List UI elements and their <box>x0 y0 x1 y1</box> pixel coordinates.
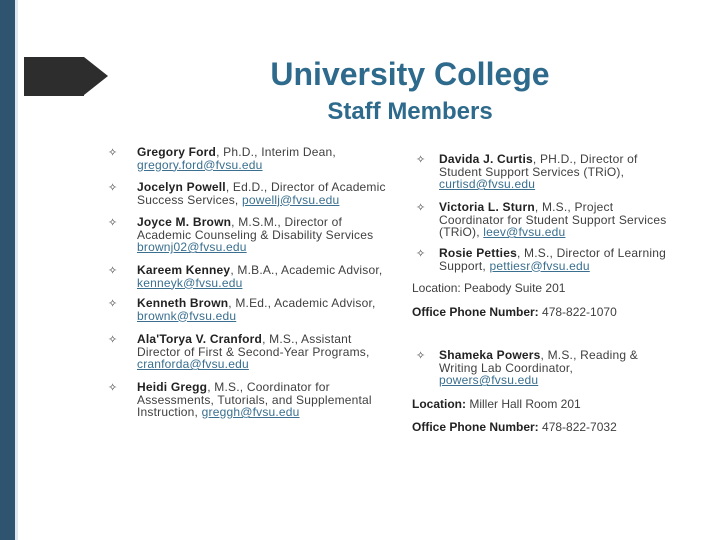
bullet-icon: ✧ <box>108 182 118 194</box>
left-accent-bar <box>0 0 15 540</box>
bullet-icon: ✧ <box>108 147 118 159</box>
staff-entry <box>137 216 397 254</box>
staff-email-link[interactable]: brownk@fvsu.edu <box>137 308 237 323</box>
bullet-icon: ✧ <box>108 334 118 346</box>
staff-entry <box>439 201 669 239</box>
staff-name: Victoria L. Sturn <box>439 200 535 214</box>
staff-entry <box>439 349 669 387</box>
bullet-icon: ✧ <box>108 265 118 277</box>
staff-name: Heidi Gregg <box>137 380 208 394</box>
staff-email-link[interactable]: powellj@fvsu.edu <box>241 192 340 207</box>
staff-name: Ala'Torya V. Cranford <box>137 332 263 346</box>
staff-email-link[interactable]: curtisd@fvsu.edu <box>439 177 536 191</box>
page-title: University College <box>270 56 550 92</box>
phone-7032: Office Phone Number: 478-822-7032 <box>412 420 617 434</box>
staff-entry <box>137 146 397 171</box>
staff-entry <box>439 153 669 191</box>
staff-credentials: , M.Ed., Academic Advisor, <box>228 296 376 310</box>
bullet-icon: ✧ <box>108 298 118 310</box>
location-peabody: Location: Peabody Suite 201 <box>412 281 566 295</box>
bullet-icon: ✧ <box>108 217 118 229</box>
location-label: Location <box>412 281 458 295</box>
staff-credentials: , PH.D., Director of Student Support Services (TRiO), <box>439 152 638 179</box>
staff-credentials: , Ed.D., Director of Academic Success Services, <box>137 180 386 207</box>
staff-entry <box>137 264 397 289</box>
location-miller: Location: Miller Hall Room 201 <box>412 397 581 411</box>
bullet-icon: ✧ <box>416 248 426 260</box>
staff-email-link[interactable]: greggh@fvsu.edu <box>201 405 300 419</box>
staff-name: Davida J. Curtis <box>439 152 533 166</box>
phone-1070: Office Phone Number: 478-822-1070 <box>412 305 617 319</box>
bullet-icon: ✧ <box>108 382 118 394</box>
staff-credentials: , M.B.A., Academic Advisor, <box>230 263 383 277</box>
staff-credentials: , M.S., Director of Learning Support, <box>439 246 666 273</box>
phone-label: Office Phone Number: <box>412 305 539 319</box>
bullet-icon: ✧ <box>416 350 426 362</box>
bullet-icon: ✧ <box>416 154 426 166</box>
staff-credentials: , Ph.D., Interim Dean, <box>216 145 336 159</box>
staff-entry <box>137 297 397 322</box>
page-subtitle: Staff Members <box>327 98 493 125</box>
staff-entry <box>137 333 397 371</box>
staff-email-link[interactable]: brownj02@fvsu.edu <box>137 240 247 254</box>
staff-name: Rosie Petties <box>439 246 517 260</box>
phone-label: Office Phone Number: <box>412 420 539 434</box>
staff-entry <box>439 247 669 272</box>
staff-name: Kareem Kenney <box>137 263 231 277</box>
left-accent-stripe <box>15 0 18 540</box>
staff-name: Shameka Powers <box>439 348 541 362</box>
staff-credentials: , M.S., Reading & Writing Lab Coordinator, <box>439 348 638 375</box>
staff-email-link[interactable]: pettiesr@fvsu.edu <box>489 258 590 273</box>
staff-name: Gregory Ford <box>137 145 217 159</box>
location-label: Location: <box>412 397 466 411</box>
staff-name: Jocelyn Powell <box>137 180 226 194</box>
tab-arrow-decoration <box>84 57 108 95</box>
staff-email-link[interactable]: powers@fvsu.edu <box>439 373 539 387</box>
staff-name: Joyce M. Brown <box>137 215 232 229</box>
staff-name: Kenneth Brown <box>137 296 229 310</box>
staff-credentials: , M.S., Coordinator for Assessments, Tutorials, and Supplemental Instruction, <box>137 380 372 419</box>
staff-email-link[interactable]: leev@fvsu.edu <box>483 225 566 239</box>
staff-entry <box>137 381 397 419</box>
staff-email-link[interactable]: kenneyk@fvsu.edu <box>137 275 243 290</box>
staff-credentials: , M.S.M., Director of Academic Counseling & Disability Services <box>137 215 374 242</box>
staff-credentials: , M.S., Assistant Director of First & Second-Year Programs, <box>137 332 370 359</box>
bullet-icon: ✧ <box>416 202 426 214</box>
staff-entry <box>137 181 397 206</box>
title-tab-decoration <box>24 57 84 96</box>
staff-credentials: , M.S., Project Coordinator for Student Support Services (TRiO), <box>439 200 667 239</box>
staff-email-link[interactable]: cranforda@fvsu.edu <box>137 357 249 371</box>
staff-email-link[interactable]: gregory.ford@fvsu.edu <box>137 157 263 172</box>
